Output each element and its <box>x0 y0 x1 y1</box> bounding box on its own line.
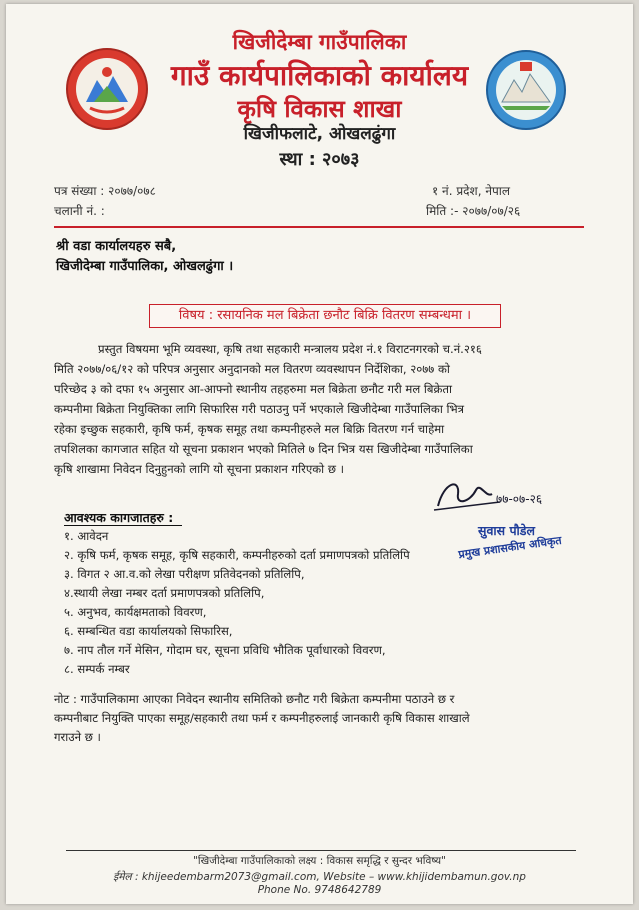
requirement-item: ५. अनुभव, कार्यक्षमताको विवरण, <box>64 605 207 619</box>
note-line: गराउने छ । <box>54 730 101 744</box>
body-line: प्रस्तुत विषयमा भूमि व्यवस्था, कृषि तथा सहकारी मन्त्रालय प्रदेश नं.१ विराटनगरको च.नं.२१६ <box>98 342 482 356</box>
reference-number: पत्र संख्या : २०७७/०७८ <box>54 184 156 198</box>
footer-contact: ईमेल : khijeedembarm2073@gmail.com, Website – www.khijidembamun.gov.np <box>113 871 526 883</box>
signer-post: प्रमुख प्रशासकीय अधिकृत <box>457 533 563 562</box>
branch-name: कृषि विकास शाखा <box>237 95 402 123</box>
requirement-item: ७. नाप तौल गर्ने मेसिन, गोदाम घर, सूचना प्रविधि भौतिक पूर्वाधारको विवरण, <box>64 643 386 657</box>
establishment-year: स्था : २०७३ <box>279 149 360 170</box>
signer-name: सुवास पौडेल <box>478 523 535 538</box>
subject-line: विषय : रसायनिक मल बिक्रेता छनौट बिक्रि वितरण सम्बन्धमा । <box>149 304 501 328</box>
addressee-line-1: श्री वडा कार्यालयहरु सबै, <box>56 239 177 254</box>
letter-page <box>6 4 633 904</box>
requirement-item: १. आवेदन <box>64 529 109 543</box>
body-line: परिच्छेद ३ को दफा १५ अनुसार आ-आफ्नो स्थानीय तहहरुमा मल बिक्रेता छनौट गरी मल बिक्रेता <box>54 382 453 396</box>
province-label: १ नं. प्रदेश, नेपाल <box>432 184 511 198</box>
requirement-item: ४.स्थायी लेखा नम्बर दर्ता प्रमाणपत्रको प्रतिलिपि, <box>64 586 265 600</box>
office-address: खिजीफलाटे, ओखलढुंगा <box>243 124 396 144</box>
dispatch-number: चलानी नं. : <box>54 204 105 218</box>
signature-date: ७७-०७-२६ <box>496 492 543 506</box>
requirement-item: २. कृषि फर्म, कृषक समूह, कृषि सहकारी, कम्पनीहरुको दर्ता प्रमाणपत्रको प्रतिलिपि <box>64 548 410 562</box>
header-divider <box>54 226 584 228</box>
body-line: तपशिलका कागजात सहित यो सूचना प्रकाशन भएको मितिले ७ दिन भित्र यस खिजीदेम्बा गाउँपालिका <box>54 442 473 456</box>
body-line: रहेका इच्छुक सहकारी, कृषि फर्म, कृषक समूह तथा कम्पनीहरुले मल बिक्रि वितरण गर्न चाहेमा <box>54 422 445 436</box>
requirement-item: ३. विगत २ आ.व.को लेखा परीक्षण प्रतिवेदनको प्रतिलिपि, <box>64 567 305 581</box>
footer-slogan: "खिजीदेम्बा गाउँपालिकाको लक्ष्य : विकास समृद्धि र सुन्दर भविष्य" <box>193 855 446 867</box>
heading-underline <box>64 525 182 526</box>
note-line: नोट : गाउँपालिकामा आएका निवेदन स्थानीय समितिको छनौट गरी बिक्रेता कम्पनीमा पठाउने छ र <box>54 692 455 706</box>
office-name: गाउँ कार्यपालिकाको कार्यालय <box>170 59 469 92</box>
municipality-name: खिजीदेम्बा गाउँपालिका <box>232 30 407 54</box>
footer-phone: Phone No. 9748642789 <box>257 884 382 896</box>
body-line: मिति २०७७/०६/१२ को परिपत्र अनुसार अनुदानको मल वितरण व्यवस्थापन निर्देशिका, २०७७ को <box>54 362 450 376</box>
requirement-item: ६. सम्बन्धित वडा कार्यालयको सिफारिस, <box>64 624 233 638</box>
body-line: कृषि शाखामा निवेदन दिनुहुनको लागि यो सूचना प्रकाशन गरिएको छ । <box>54 462 345 476</box>
note-line: कम्पनीबाट नियुक्ति पाएका समूह/सहकारी तथा फर्म र कम्पनीहरुलाई जानकारी कृषि विकास शाखाले <box>54 711 470 725</box>
footer-divider <box>66 850 576 851</box>
requirements-heading: आवश्यक कागजातहरु : <box>64 510 174 525</box>
requirement-item: ८. सम्पर्क नम्बर <box>64 662 130 676</box>
body-line: कम्पनीमा बिक्रेता नियुक्तिका लागि सिफारिस गरी पठाउनु पर्ने भएकाले खिजीदेम्बा गाउँपालिका भित्र <box>54 402 465 416</box>
addressee-line-2: खिजीदेम्बा गाउँपालिका, ओखलढुंगा । <box>56 259 234 274</box>
letter-date: मिति :- २०७७/०७/२६ <box>426 204 521 218</box>
